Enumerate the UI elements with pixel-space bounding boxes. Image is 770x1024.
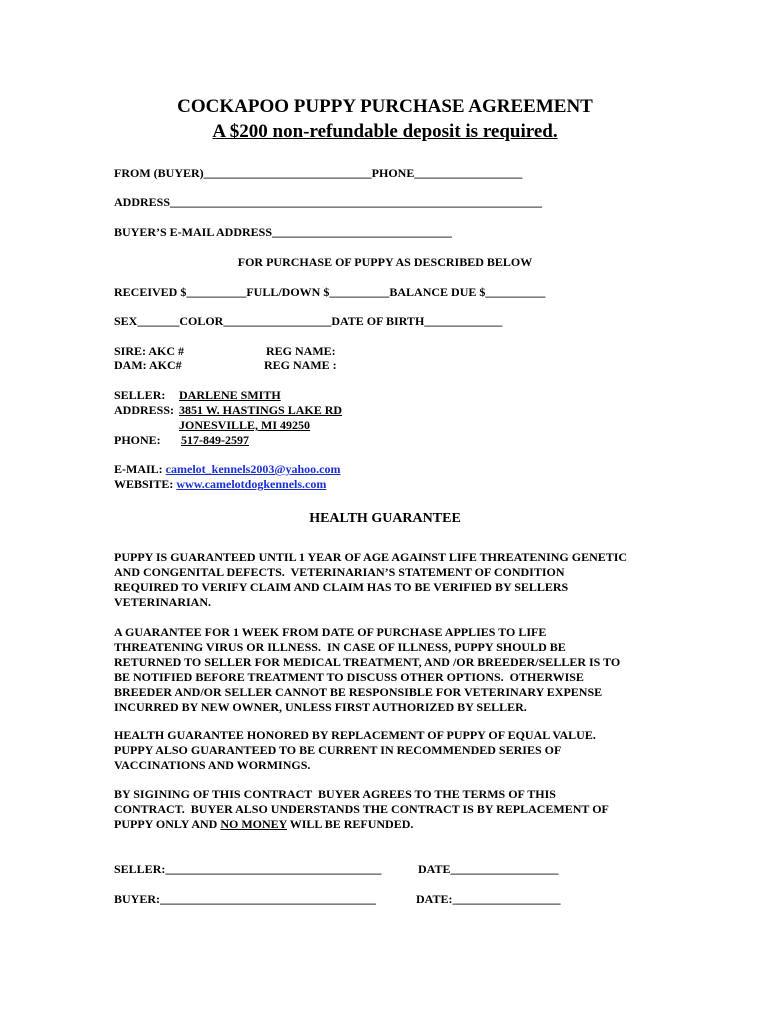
- email-link[interactable]: camelot_kennels2003@yahoo.com: [165, 462, 341, 476]
- page-title: COCKAPOO PUPPY PURCHASE AGREEMENT: [177, 96, 593, 117]
- refund-text: WILL BE REFUNDED.: [286, 817, 414, 831]
- health-guarantee-heading: HEALTH GUARANTEE: [309, 511, 461, 526]
- sire-label: SIRE: AKC #: [114, 344, 185, 358]
- buyer-address-line: [114, 195, 542, 209]
- seller-address-street: 3851 W. HASTINGS LAKE RD: [179, 403, 343, 417]
- address-label: ADDRESS: [114, 195, 171, 209]
- email-label: E-MAIL:: [114, 462, 163, 476]
- website-row: [114, 477, 326, 491]
- guarantee-paragraph-2: A GUARANTEE FOR 1 WEEK FROM DATE OF PURCHASE APPLIES TO LIFE THREATENING VIRUS OR ILLNESS. IN CASE OF ILLNESS, PUPPY SHOULD BE RETURNED TO SELLER FOR MEDICAL TREATMENT, AND /OR BREEDER/SELLER IS TO BE NOTIFIED BEFORE TREATMENT TO DISCUSS OTHER OPTIONS. OTHERWISE BREEDER AND/OR SELLER CANNOT BE RESPONSIBLE FOR VETERINARY EXPENSE INCURRED BY NEW OWNER, UNLESS FIRST AUTHORIZED BY SELLER.: [114, 625, 621, 714]
- dam-label: DAM: AKC#: [114, 358, 182, 372]
- puppy-details-line: SEX_______COLOR__________________DATE OF BIRTH_____________: [114, 314, 503, 328]
- seller-name: DARLENE SMITH: [179, 388, 281, 402]
- guarantee-paragraph-1: PUPPY IS GUARANTEED UNTIL 1 YEAR OF AGE AGAINST LIFE THREATENING GENETIC AND CONGENITAL DEFECTS. VETERINARIAN’S STATEMENT OF CONDITION REQUIRED TO VERIFY CLAIM AND CLAIM HAS TO BE VERIFIED BY SELLERS VETERINARIAN.: [114, 550, 628, 609]
- seller-signature-line: SELLER:____________________________________: [114, 862, 382, 876]
- website-label: WEBSITE:: [114, 477, 174, 491]
- dam-reg-name: REG NAME :: [264, 358, 337, 372]
- buyer-phone-line: FROM (BUYER)____________________________PHONE__________________: [114, 166, 523, 180]
- seller-address-city: JONESVILLE, MI 49250: [179, 418, 311, 432]
- buyer-signature-line: BUYER:____________________________________: [114, 892, 377, 906]
- seller-phone-label: PHONE:: [114, 433, 161, 447]
- seller-date-line: DATE__________________: [418, 862, 559, 876]
- purchase-heading: FOR PURCHASE OF PUPPY AS DESCRIBED BELOW: [237, 255, 533, 269]
- website-link[interactable]: www.camelotdogkennels.com: [176, 477, 327, 491]
- email-row: [114, 462, 341, 476]
- seller-address-label: ADDRESS:: [114, 403, 175, 417]
- payment-line: RECEIVED $__________FULL/DOWN $__________BALANCE DUE $__________: [114, 285, 546, 299]
- guarantee-paragraph-4: [114, 787, 674, 832]
- sire-reg-name: REG NAME:: [266, 344, 336, 358]
- seller-phone: 517-849-2597: [181, 433, 249, 447]
- buyer-email-line: BUYER’S E-MAIL ADDRESS______________________________: [114, 225, 453, 239]
- terms-text: BY SIGINING OF THIS CONTRACT BUYER AGREES TO THE TERMS OF THIS CONTRACT. BUYER ALSO UNDERSTANDS THE CONTRACT IS BY REPLACEMENT OF PUPPY ONLY AND: [114, 787, 609, 831]
- buyer-date-line: DATE:__________________: [416, 892, 561, 906]
- guarantee-paragraph-3: HEALTH GUARANTEE HONORED BY REPLACEMENT OF PUPPY OF EQUAL VALUE. PUPPY ALSO GUARANTEED TO BE CURRENT IN RECOMMENDED SERIES OF VACCINATIONS AND WORMINGS.: [114, 728, 596, 772]
- no-money-text: NO MONEY: [220, 817, 287, 831]
- seller-label: SELLER:: [114, 388, 166, 402]
- deposit-subtitle: A $200 non-refundable deposit is required.: [212, 121, 558, 142]
- address-blank: ______________________________________________________________: [170, 195, 543, 209]
